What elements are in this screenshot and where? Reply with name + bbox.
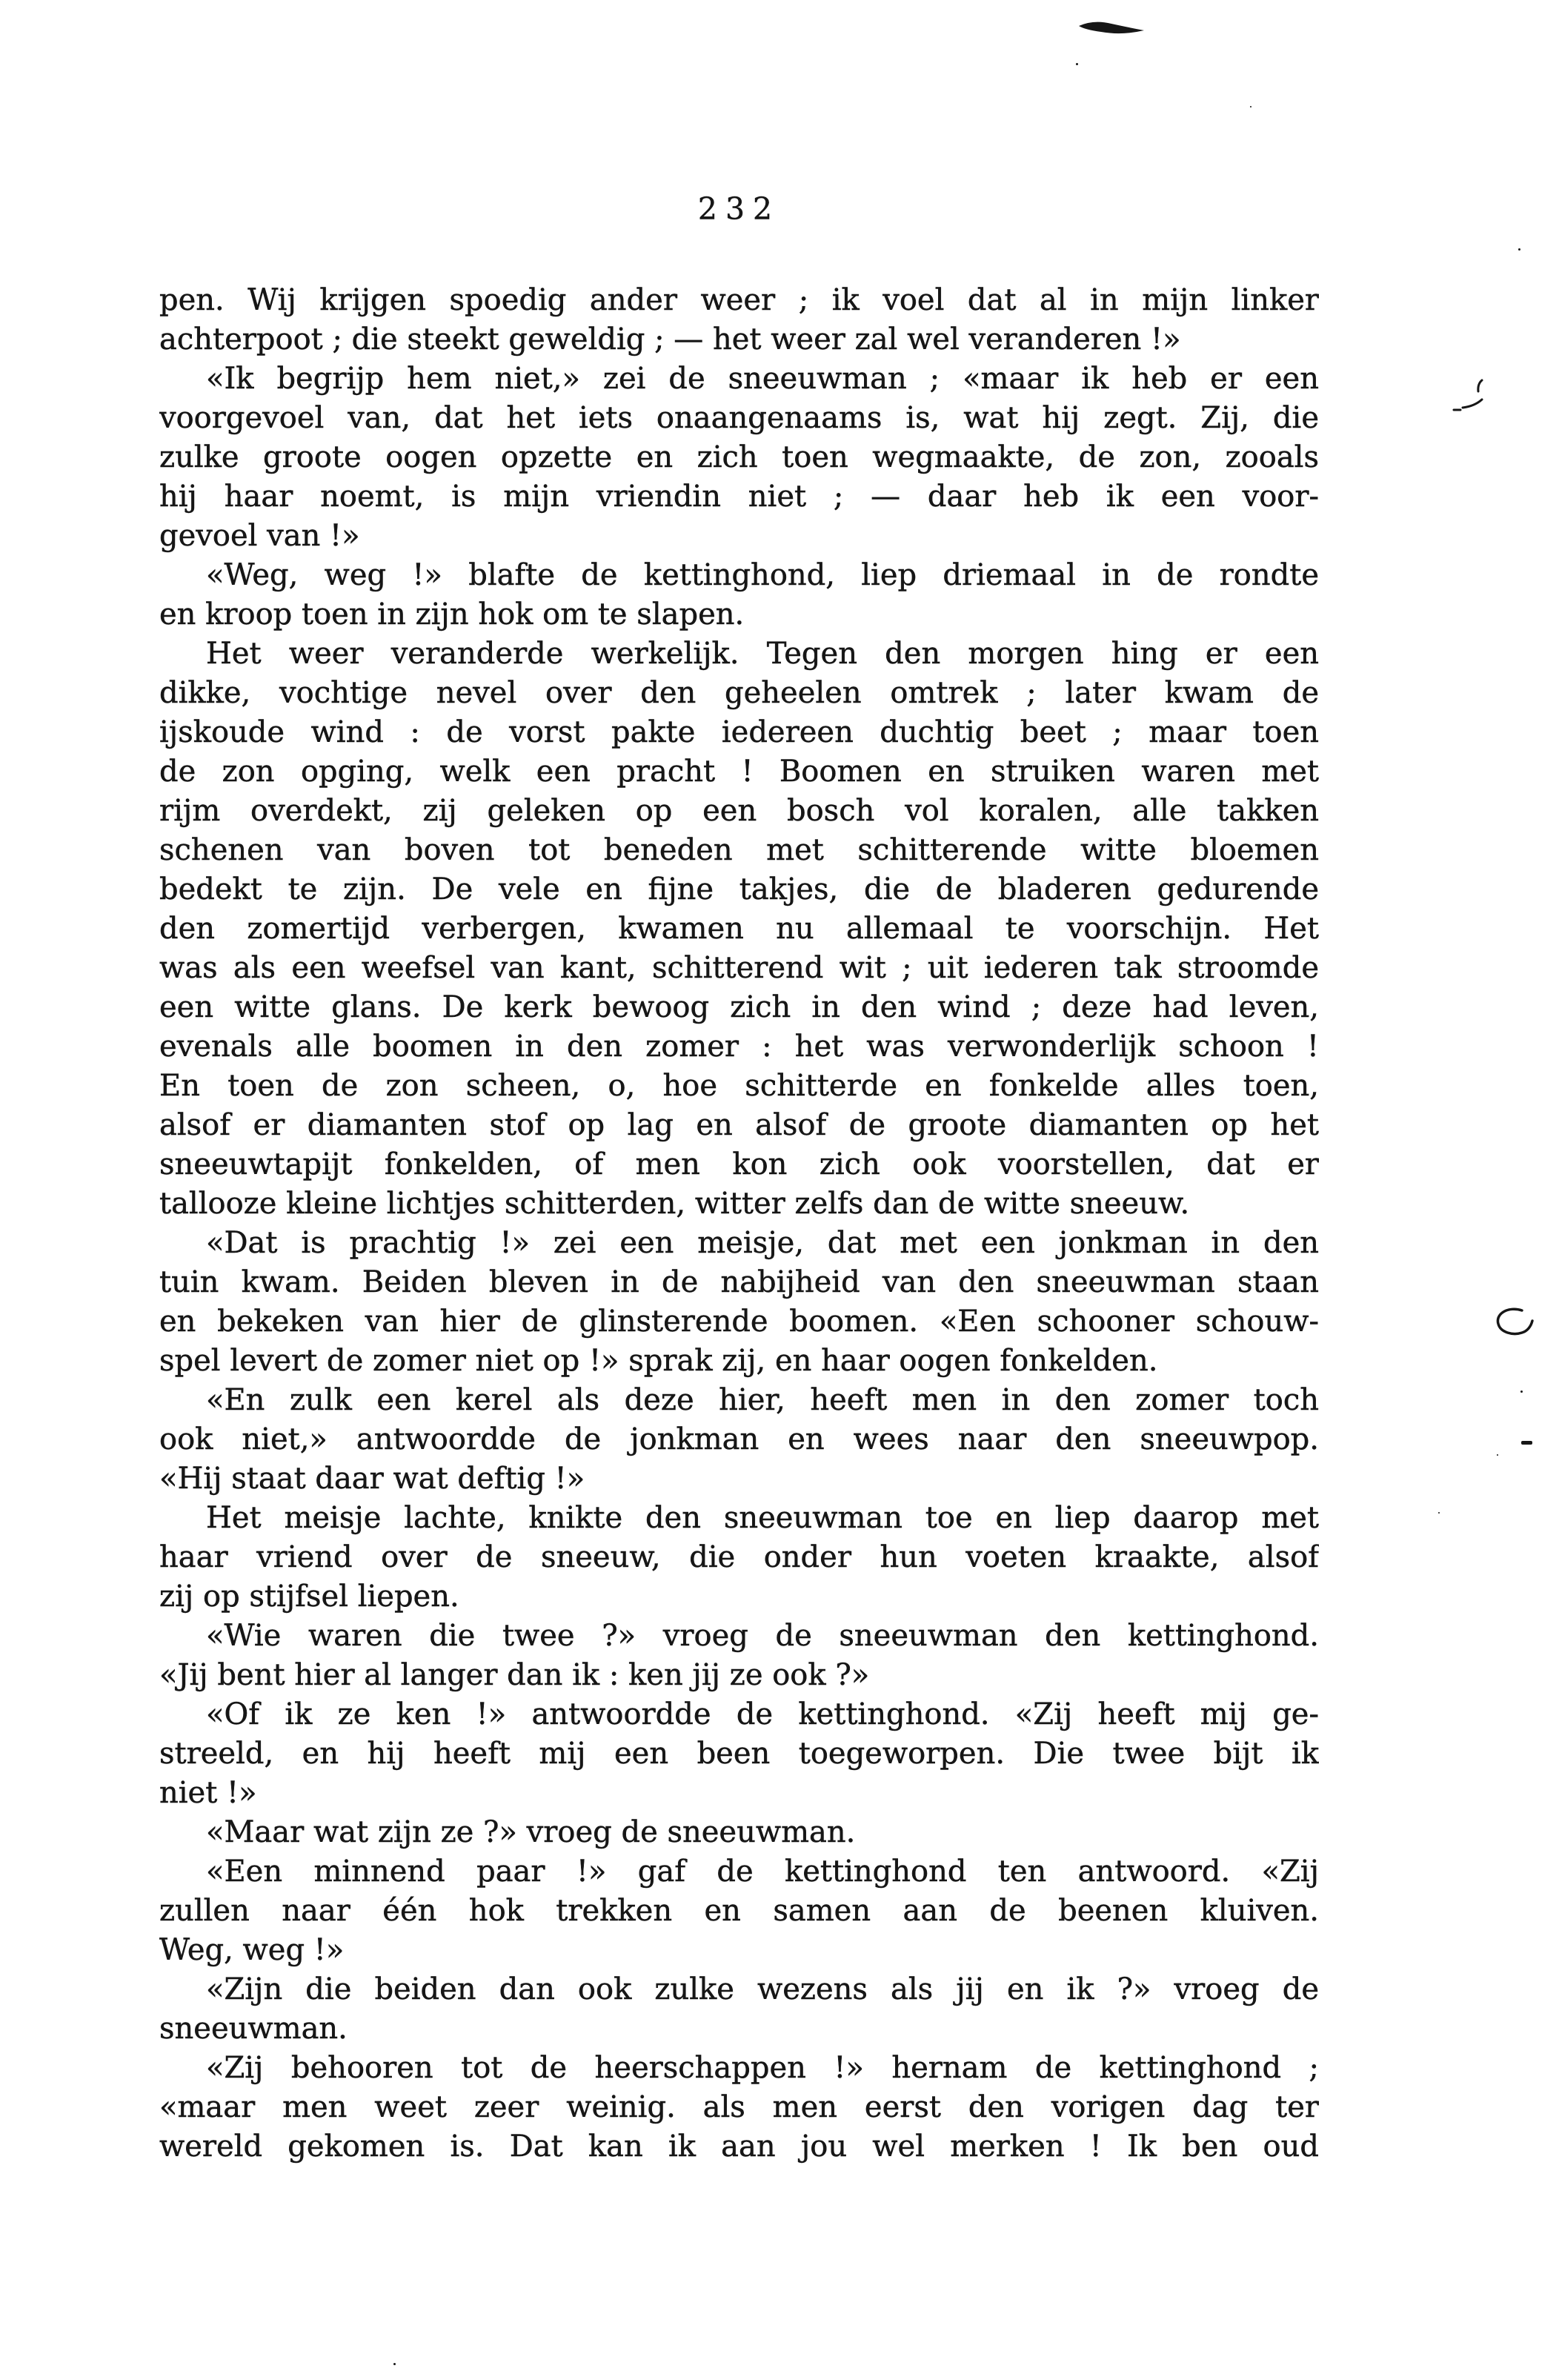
text-line: «Dat is prachtig !» zei een meisje, dat met een jonkman in den [206,1226,1319,1260]
text-line: zullen naar één hok trekken en samen aan de beenen kluiven. [159,1894,1319,1928]
text-line: pen. Wij krijgen spoedig ander weer ; ik voel dat al in mijn linker [159,283,1319,317]
text-line: «Jij bent hier al langer dan ik : ken jij ze ook ?» [159,1658,870,1692]
ink-speck [1250,106,1251,107]
paragraph [159,2049,1319,2167]
text-line: zij op stijfsel liepen. [159,1580,459,1614]
ink-speck [1438,1512,1440,1514]
text-line: dikke, vochtige nevel over den geheelen omtrek ; later kwam de [159,676,1319,710]
text-line: achterpoot ; die steekt geweldig ; — het weer zal wel veranderen !» [159,322,1181,357]
text-line: «Zij behooren tot de heerschappen !» hernam de kettinghond ; [206,2051,1319,2085]
text-line: bedekt te zijn. De vele en fijne takjes, die de bladeren gedurende [159,872,1319,906]
text-line: rijm overdekt, zij geleken op een bosch vol koralen, alle takken [159,794,1319,828]
text-line: «Maar wat zijn ze ?» vroeg de sneeuwman. [206,1815,856,1849]
paragraph [159,281,1319,359]
text-line: «Of ik ze ken !» antwoordde de kettinghond. «Zij heeft mij ge- [206,1697,1319,1731]
text-line: «Zijn die beiden dan ook zulke wezens als jij en ik ?» vroeg de [206,1972,1319,2006]
text-line: was als een weefsel van kant, schitterend wit ; uit iederen tak stroomde [159,951,1319,985]
text-line: zulke groote oogen opzette en zich toen wegmaakte, de zon, zooals [159,440,1319,474]
text-line: ook niet,» antwoordde de jonkman en wees naar den sneeuwpop. [159,1422,1319,1456]
text-line: evenals alle boomen in den zomer : het was verwonderlijk schoon ! [159,1030,1319,1064]
text-line: tallooze kleine lichtjes schitterden, witter zelfs dan de witte sneeuw. [159,1187,1190,1221]
ink-smudge-top [1076,18,1150,39]
text-line: gevoel van !» [159,519,360,553]
page-number: 232 [697,191,781,227]
paragraph [159,556,1319,634]
text-line: ijskoude wind : de vorst pakte iedereen duchtig beet ; maar toen [159,715,1319,749]
text-line: «Wie waren die twee ?» vroeg de sneeuwman den kettinghond. [206,1619,1319,1653]
text-line: «Een minnend paar !» gaf de kettinghond ten antwoord. «Zij [206,1854,1319,1889]
paragraph [159,1970,1319,2049]
text-block [159,281,1319,2167]
text-line: tuin kwam. Beiden bleven in de nabijheid van den sneeuwman staan [159,1265,1319,1299]
pen-squiggle-upper [1452,377,1494,415]
text-line: schenen van boven tot beneden met schitterende witte bloemen [159,833,1319,867]
text-line: wereld gekomen is. Dat kan ik aan jou wel merken ! Ik ben oud [159,2129,1319,2164]
ink-speck [1518,248,1520,251]
text-line: sneeuwtapijt fonkelden, of men kon zich ook voorstellen, dat er [159,1147,1319,1181]
text-line: Weg, weg !» [159,1933,345,1967]
text-line: streeld, en hij heeft mij een been toegeworpen. Die twee bijt ik [159,1737,1319,1771]
text-line: «Hij staat daar wat deftig !» [159,1462,585,1496]
paragraph [159,1695,1319,1813]
text-line: een witte glans. De kerk bewoog zich in den wind ; deze had leven, [159,990,1319,1024]
pen-squiggle-lower [1492,1307,1534,1342]
paragraph [159,1617,1319,1695]
paragraph [159,359,1319,556]
text-line: «Ik begrijp hem niet,» zei de sneeuwman ; «maar ik heb er een [206,362,1319,396]
paragraph [159,1381,1319,1499]
text-line: sneeuwman. [159,2012,348,2046]
paragraph [159,1813,1319,1852]
text-line: en bekeken van hier de glinsterende boomen. «Een schooner schouw- [159,1305,1319,1339]
ink-speck [1497,1454,1498,1456]
ink-speck [393,2363,396,2365]
paragraph [159,1224,1319,1381]
text-line: haar vriend over de sneeuw, die onder hun voeten kraakte, alsof [159,1540,1319,1574]
text-line: spel levert de zomer niet op !» sprak zij, en haar oogen fonkelden. [159,1344,1158,1378]
text-line: hij haar noemt, is mijn vriendin niet ; — daar heb ik een voor- [159,480,1319,514]
ink-speck [1076,63,1078,65]
paragraph [159,1499,1319,1617]
text-line: den zomertijd verbergen, kwamen nu allemaal te voorschijn. Het [159,912,1319,946]
paragraph [159,1852,1319,1970]
text-line: «En zulk een kerel als deze hier, heeft men in den zomer toch [206,1383,1319,1417]
text-line: «Weg, weg !» blafte de kettinghond, liep driemaal in de rondte [206,558,1319,592]
text-line: En toen de zon scheen, o, hoe schitterde en fonkelde alles toen, [159,1069,1319,1103]
text-line: alsof er diamanten stof op lag en alsof de groote diamanten op het [159,1108,1319,1142]
text-line: Het weer veranderde werkelijk. Tegen den morgen hing er een [206,637,1319,671]
text-line: «maar men weet zeer weinig. als men eerst den vorigen dag ter [159,2090,1319,2124]
text-line: de zon opging, welk een pracht ! Boomen en struiken waren met [159,755,1319,789]
text-line: niet !» [159,1776,257,1810]
paragraph [159,634,1319,1224]
ink-speck [1520,1390,1523,1393]
text-line: Het meisje lachte, knikte den sneeuwman toe en liep daarop met [206,1501,1319,1535]
text-line: en kroop toen in zijn hok om te slapen. [159,597,745,632]
pen-dash [1521,1441,1532,1445]
text-line: voorgevoel van, dat het iets onaangenaams is, wat hij zegt. Zij, die [159,401,1319,435]
